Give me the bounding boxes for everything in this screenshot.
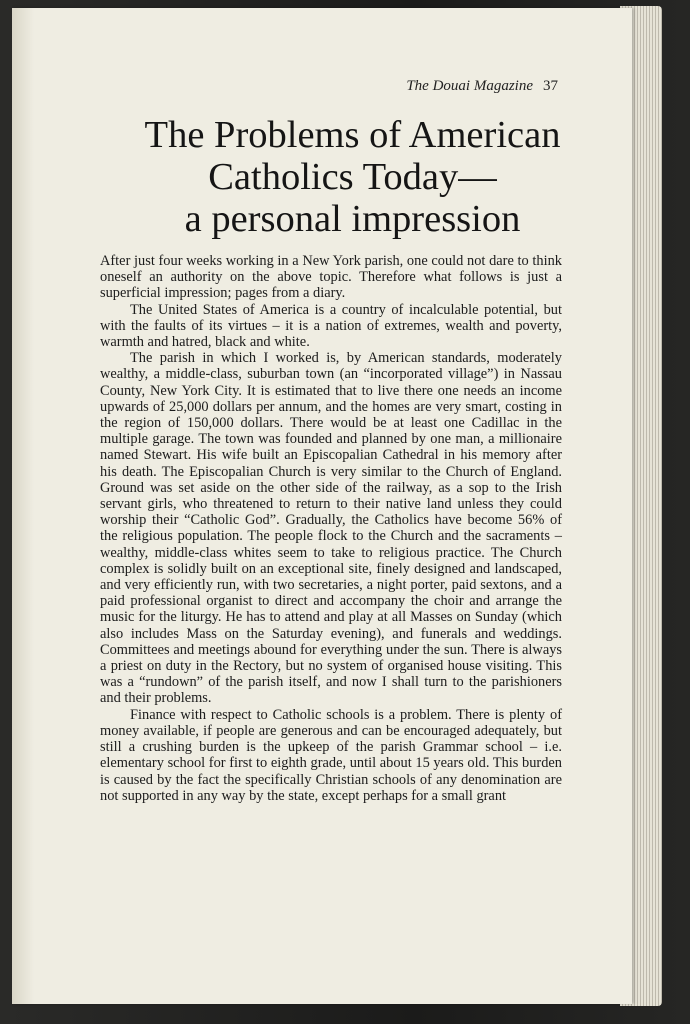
title-line: a personal impression — [184, 198, 521, 240]
running-head — [330, 78, 558, 95]
article-body — [100, 253, 562, 804]
title-line: Catholics Today— — [208, 156, 497, 198]
paragraph: Finance with respect to Catholic schools is a problem. There is plenty of money available, if people are generous and can be encouraged adequately, but still a crushing burden is the upkeep of the parish Grammar school – i.e. elementary school for first to eighth grade, until about 15 years old. This burden is caused by the fact the specifically Christian schools of any denomination are not supported in any way by the state, except perhaps for a small grant — [100, 706, 562, 804]
paragraph: After just four weeks working in a New York parish, one could not dare to think oneself an authority on the above topic. Therefore what follows is just a superficial impression; pages from a diary. — [100, 253, 562, 302]
magazine-name: The Douai Magazine — [406, 78, 533, 94]
title-line: The Problems of American — [144, 114, 561, 156]
article-title — [80, 114, 625, 240]
page-number: 37 — [543, 78, 558, 94]
paragraph: The parish in which I worked is, by American standards, moderately wealthy, a middle-class, suburban town (an “incorporated village”) in Nassau County, New York City. It is estimated that to live there one needs an income upwards of 25,000 dollars per annum, and the homes are very smart, costing in the region of 150,000 dollars. There would be at least one Cadillac in the multiple garage. The town was founded and planned by one man, a millionaire named Stewart. His wife built an Episcopalian Cathedral in his memory after his death. The Episcopalian Church is very similar to the Church of England. Ground was set aside on the other side of the railway, as a sop to the Irish servant girls, who threatened to return to their native land unless they could worship their “Catholic God”. Gradually, the Catholics have become 56% of the religious population. The people flock to the Church and the sacraments – wealthy, middle-class whites seem to take to religious practice. The Church complex is solidly built on an exceptional site, finely designed and landscaped, and very efficiently run, with two secretaries, a night porter, paid sextons, and a paid professional organist to direct and accompany the choir and arrange the music for the liturgy. He has to attend and play at all Masses on Sunday (which also includes Mass on the Saturday evening), and funerals and weddings. Committees and meetings abound for everything under the sun. There is always a priest on duty in the Rectory, but no system of organised house visiting. This was a “rundown” of the parish itself, and now I shall turn to the parishioners and their problems. — [100, 350, 562, 707]
paragraph: The United States of America is a country of incalculable potential, but with the faults of its virtues – it is a nation of extremes, wealth and poverty, warmth and hatred, black and white. — [100, 301, 562, 351]
page-gutter — [12, 8, 34, 1004]
